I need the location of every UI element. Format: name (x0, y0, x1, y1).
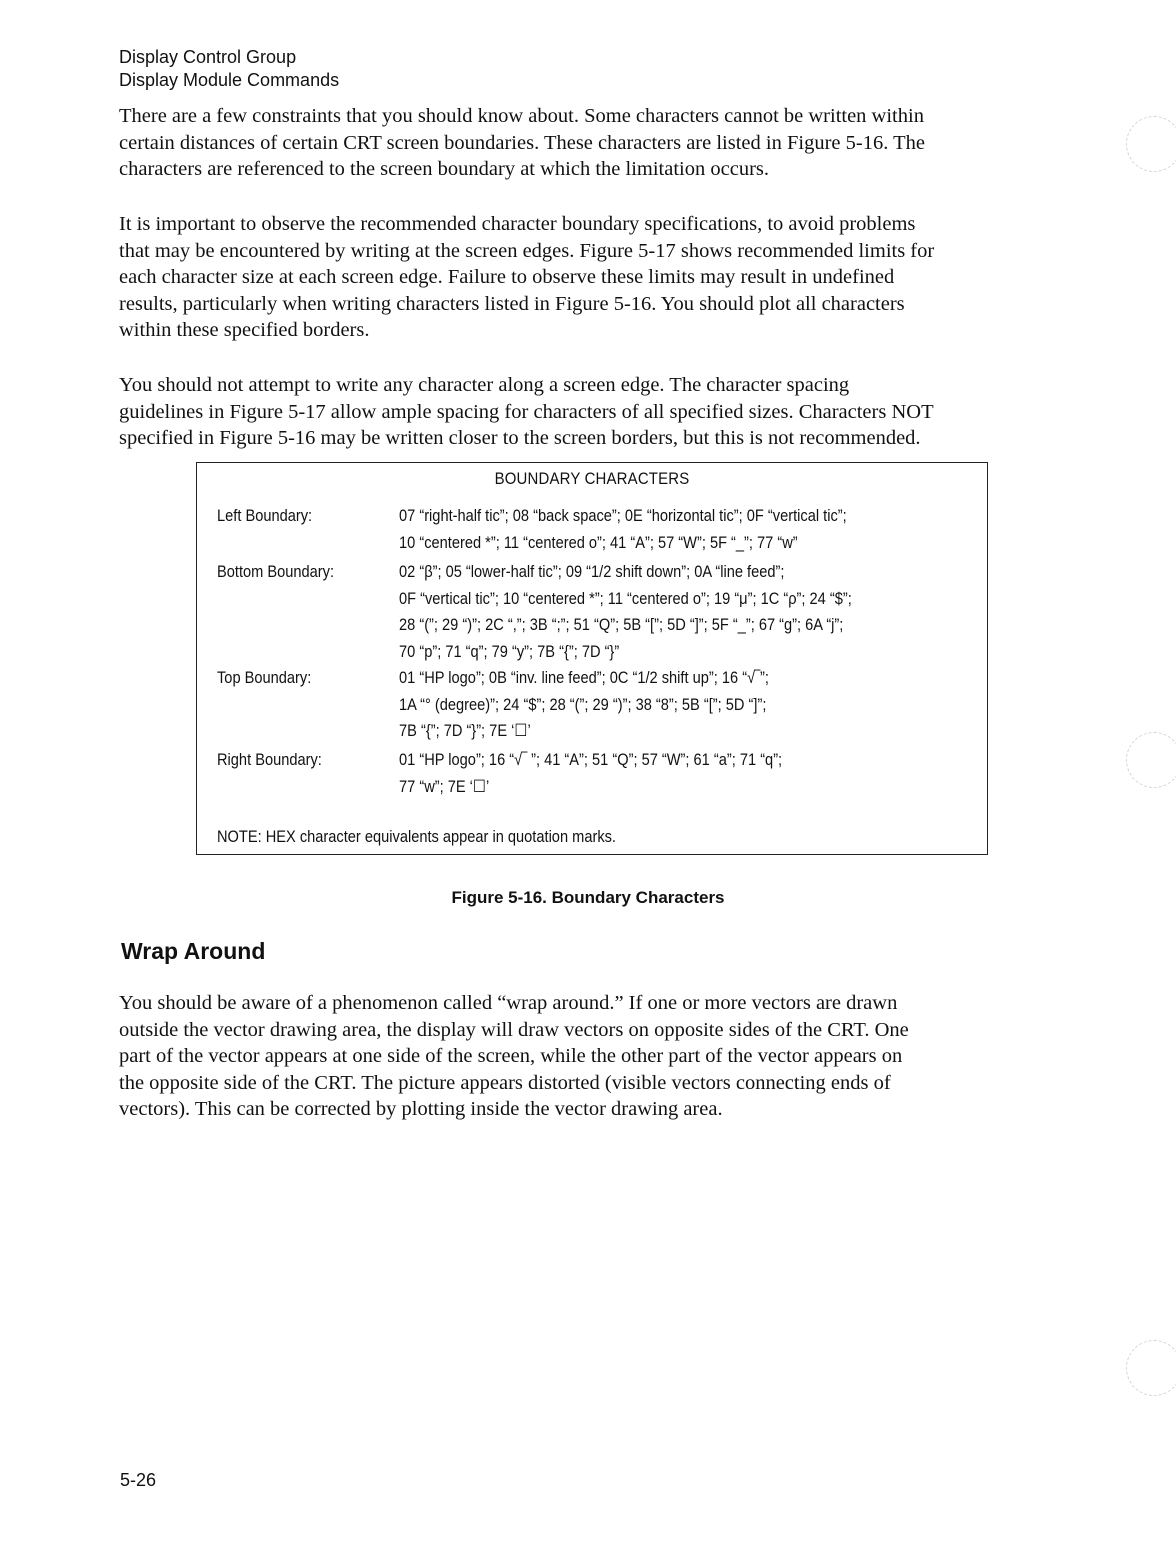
text-line: guidelines in Figure 5-17 allow ample spacing for characters of all specified sizes. Characters NOT (119, 400, 934, 423)
bottom-boundary-label: Bottom Boundary: (217, 562, 335, 581)
boundary-line: 0F “vertical tic”; 10 “centered *”; 11 “centered o”; 19 “μ”; 1C “ρ”; 24 “$”; (399, 588, 852, 608)
paragraph-boundary-specs (119, 211, 1049, 344)
figure-caption: Figure 5-16. Boundary Characters (451, 888, 725, 907)
top-boundary-characters (399, 665, 769, 745)
boundary-line: 01 “HP logo”; 0B “inv. line feed”; 0C “1/2 shift up”; 16 “√‾”; (399, 668, 769, 687)
left-boundary-characters (399, 503, 847, 556)
left-boundary-label: Left Boundary: (217, 506, 313, 525)
boundary-line: 7B “{”; 7D “}”; 7E ‘☐’ (399, 721, 531, 740)
text-line: You should be aware of a phenomenon called “wrap around.” If one or more vectors are drawn (119, 992, 898, 1014)
text-line: that may be encountered by writing at the screen edges. Figure 5-17 shows recommended limits for (119, 239, 935, 262)
text-line: each character size at each screen edge. Failure to observe these limits may result in undefined (119, 266, 895, 288)
right-boundary-label: Right Boundary: (217, 750, 322, 769)
punch-hole (1126, 116, 1176, 172)
text-line: vectors). This can be corrected by plotting inside the vector drawing area. (119, 1098, 723, 1120)
paragraph-constraints (119, 103, 1049, 183)
paragraph-wrap-around (119, 990, 1049, 1123)
right-boundary-characters (399, 747, 782, 800)
text-line: within these specified borders. (119, 319, 370, 341)
boundary-line: 02 “β”; 05 “lower-half tic”; 09 “1/2 shift down”; 0A “line feed”; (399, 562, 785, 581)
text-line: certain distances of certain CRT screen boundaries. These characters are listed in Figure 5-16. The (119, 131, 925, 154)
bottom-boundary-characters (399, 559, 852, 665)
section-heading: Wrap Around (121, 938, 266, 964)
boundary-line: 07 “right-half tic”; 08 “back space”; 0E “horizontal tic”; 0F “vertical tic”; (399, 506, 847, 525)
running-head-group: Display Control Group (119, 47, 297, 67)
text-line: You should not attempt to write any character along a screen edge. The character spacing (119, 374, 850, 396)
boundary-characters-figure (196, 462, 988, 855)
boundary-line: 28 “(”; 29 “)”; 2C “,”; 3B “;”; 51 “Q”; 5B “[”; 5D “]”; 5F “_”; 67 “g”; 6A “j”; (399, 615, 844, 634)
text-line: outside the vector drawing area, the display will draw vectors on opposite sides of the CRT. One (119, 1018, 909, 1041)
punch-hole (1126, 1340, 1176, 1396)
text-line: It is important to observe the recommended character boundary specifications, to avoid problems (119, 213, 916, 235)
paragraph-screen-edge (119, 372, 1049, 452)
text-line: specified in Figure 5-16 may be written closer to the screen borders, but this is not recommended. (119, 427, 921, 449)
text-line: characters are referenced to the screen boundary at which the limitation occurs. (119, 158, 769, 180)
boundary-line: 77 “w”; 7E ‘☐’ (399, 776, 490, 796)
figure-note: NOTE: HEX character equivalents appear in quotation marks. (217, 827, 616, 846)
top-boundary-label: Top Boundary: (217, 668, 312, 687)
page-number: 5-26 (120, 1470, 157, 1490)
text-line: There are a few constraints that you should know about. Some characters cannot be written within (119, 105, 924, 127)
boundary-line: 70 “p”; 71 “q”; 79 “y”; 7B “{”; 7D “}” (399, 641, 620, 661)
running-head (119, 46, 339, 92)
boundary-line: 01 “HP logo”; 16 “√‾ ”; 41 “A”; 51 “Q”; 57 “W”; 61 “a”; 71 “q”; (399, 750, 783, 769)
text-line: results, particularly when writing characters listed in Figure 5-16. You should plot all characters (119, 292, 905, 315)
boundary-line: 10 “centered *”; 11 “centered o”; 41 “A”; 57 “W”; 5F “_”; 77 “w” (399, 532, 798, 552)
figure-title: BOUNDARY CHARACTERS (494, 469, 690, 488)
boundary-line: 1A “° (degree)”; 24 “$”; 28 “(”; 29 “)”; 38 “8”; 5B “[”; 5D “]”; (399, 694, 767, 714)
text-line: the opposite side of the CRT. The picture appears distorted (visible vectors connecting ends of (119, 1071, 891, 1094)
punch-hole (1126, 732, 1176, 788)
running-head-section: Display Module Commands (119, 70, 340, 90)
text-line: part of the vector appears at one side of the screen, while the other part of the vector appears on (119, 1045, 903, 1067)
